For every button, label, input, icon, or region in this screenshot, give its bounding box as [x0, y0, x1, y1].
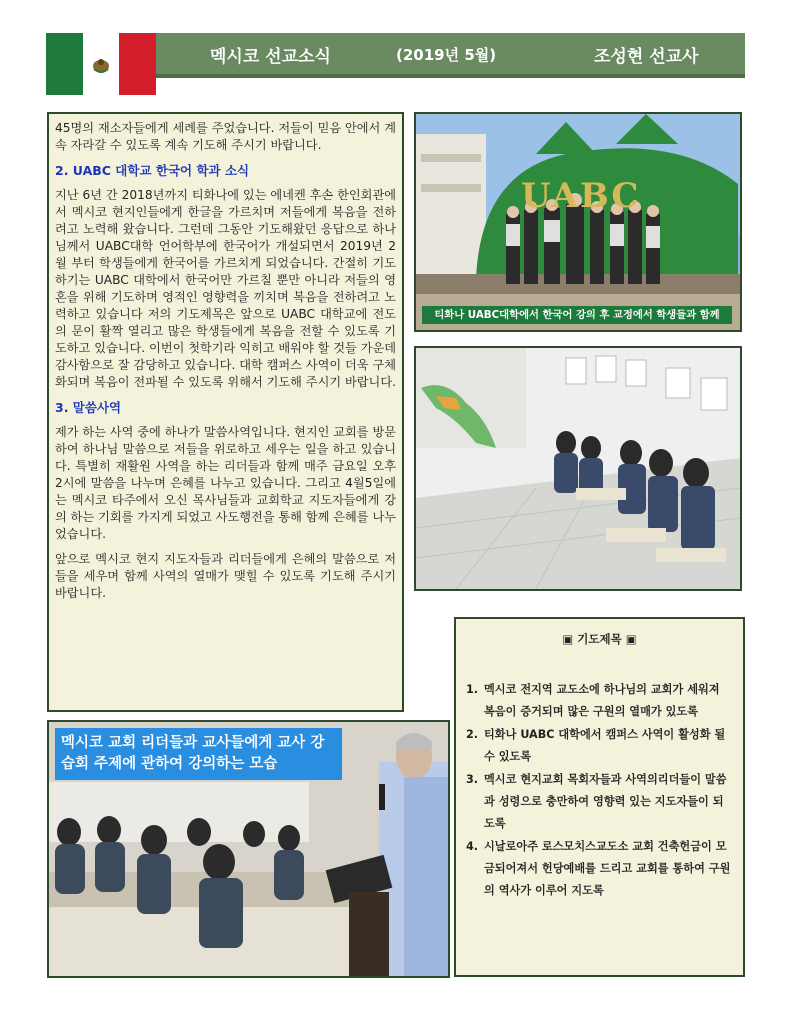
classroom-photo — [414, 346, 742, 591]
section3-title: 3. 말씀사역 — [55, 400, 122, 415]
flag-green-stripe — [46, 33, 83, 95]
section3-body: 제가 하는 사역 중에 하나가 말씀사역입니다. 현지인 교회를 방문하여 하나님 말씀으로 저들을 위로하고 세우는 일을 하고 있습니다. 특별히 재활원 사역을 하는 리더들과 함께 매주 금요일 오후 2시에 말씀을 나누며 은혜를 나누고 있습니다. 그리고 4월5일에는 멕시코 타주에서 오신 목사님들과 교회학교 지도자들에게 강의 하는 기회를 가지게 되었고 사도행전을 통해 함께 은혜를 나누었습니다. — [55, 425, 396, 541]
prayer-list — [456, 679, 743, 902]
mexico-flag — [46, 33, 156, 95]
newsletter-date: (2019년 5월) — [396, 46, 497, 64]
section2-title: 2. UABC 대학교 한국어 학과 소식 — [55, 163, 250, 178]
uabc-sign-text: UABC — [521, 176, 641, 216]
teaching-seminar-photo — [47, 720, 450, 978]
flag-white-stripe — [83, 33, 120, 95]
section2-body: 지난 6년 간 2018년까지 티화나에 있는 에네켄 후손 한인회관에서 멕시코 현지인들에게 한글을 가르치며 저들에게 복음을 전하려고 노력해 왔습니다. 그런데 그동안 기도해왔던 응답으로 하나님께서 UABC대학 언어학부에 한국어가 개설되면서 2019년 2월 부터 학생들에게 한국어를 가르치게 되었습니다. 간절히 기도하기는 UABC 대학에서 한국어만 가르칠 뿐만 아니라 저들의 영혼을 위해 기도하며 영적인 영향력을 끼치며 복음을 전하려고 노력하고 있습니다 저의 기도제목은 앞으로 UABC 대학교에 전도의 문이 활짝 열리고 많은 학생들에게 복음을 전할 수 있도록 기도하고 있습니다. 이번이 첫학기라 익히고 배워야 할 것들 가운데 감사함으로 잘 감당하고 있습니다. 대학 캠퍼스 사역이 더욱 구체화되며 복음이 전파될 수 있도록 위해서 기도해 주시기 바랍니다. — [55, 188, 396, 389]
article-closing: 앞으로 멕시코 현지 지도자들과 리더들에게 은혜의 말씀으로 저들을 세우며 함께 사역의 열매가 맺힐 수 있도록 기도해 주시기 바랍니다. — [55, 552, 396, 600]
eagle-emblem-icon — [90, 53, 112, 75]
prayer-item: 2. 티화나 UABC 대학에서 캠퍼스 사역이 활성화 될 수 있도록 — [466, 728, 726, 763]
newsletter-header — [156, 33, 745, 74]
flag-red-stripe — [119, 33, 156, 95]
article-text-box — [47, 112, 404, 712]
prayer-title: ▣ 기도제목 ▣ — [562, 632, 637, 646]
uabc-campus-photo — [414, 112, 742, 332]
header-underline — [156, 74, 745, 78]
prayer-item: 4. 시날로아주 로스모치스교도소 교회 건축헌금이 모금되어져서 헌당예배를 드리고 교회를 통하여 구원의 역사가 이루어 지도록 — [466, 840, 731, 897]
photo1-caption: 티화나 UABC대학에서 한국어 강의 후 교정에서 학생들과 함께 — [422, 306, 732, 324]
uabc-campus-illustration — [416, 114, 740, 330]
newsletter-title: 멕시코 선교소식 — [210, 47, 331, 67]
prayer-item: 3. 멕시코 현지교회 목회자들과 사역의리더들이 말씀과 성령으로 충만하여 영향력 있는 지도자들이 되도록 — [466, 773, 727, 830]
article-intro: 45명의 재소자들에게 세례를 주었습니다. 저들이 믿음 안에서 계속 자라갈 수 있도록 계속 기도해 주시기 바랍니다. — [55, 121, 396, 152]
prayer-requests-box — [454, 617, 745, 977]
photo3-caption: 멕시코 교회 리더들과 교사들에게 교사 강습회 주제에 관하여 강의하는 모습 — [55, 728, 342, 780]
prayer-item: 1. 멕시코 전지역 교도소에 하나님의 교회가 세워져 복음이 증거되며 많은 구원의 열매가 있도록 — [466, 683, 720, 718]
classroom-illustration — [416, 348, 740, 589]
newsletter-author: 조성현 선교사 — [594, 47, 699, 67]
